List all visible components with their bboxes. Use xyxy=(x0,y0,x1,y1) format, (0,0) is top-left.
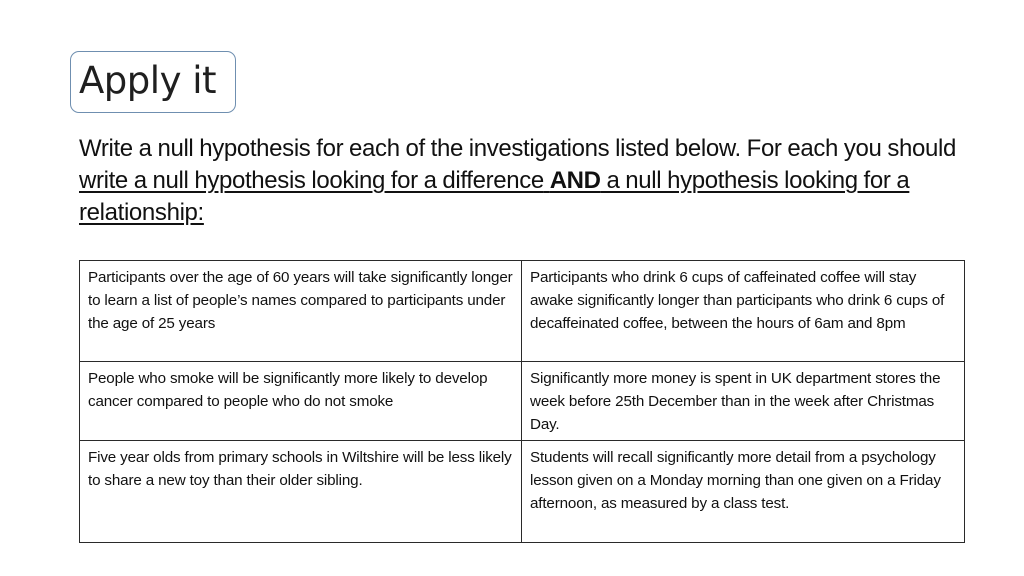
instructions-text xyxy=(79,133,959,229)
slide-title: Apply it xyxy=(79,59,217,102)
table-cell: Participants over the age of 60 years will take significantly longer to learn a list of people’s names compared to participants under the age of 25 years xyxy=(80,261,522,362)
table-row xyxy=(80,362,965,441)
table-cell: Significantly more money is spent in UK department stores the week before 25th December than in the week after Christmas Day. xyxy=(522,362,965,441)
table-cell: Five year olds from primary schools in Wiltshire will be less likely to share a new toy than their older sibling. xyxy=(80,441,522,543)
table-cell: Students will recall significantly more detail from a psychology lesson given on a Monday morning than one given on a Friday afternoon, as measured by a class test. xyxy=(522,441,965,543)
instructions-difference: write a null hypothesis looking for a difference xyxy=(79,167,544,194)
instructions-underlined xyxy=(79,167,909,226)
table-row xyxy=(80,441,965,543)
instructions-part-1: Write a null hypothesis for each of the investigations listed below. For each you should xyxy=(79,135,956,162)
investigations-table xyxy=(79,260,965,543)
table-row xyxy=(80,261,965,362)
table-cell: People who smoke will be significantly more likely to develop cancer compared to people who do not smoke xyxy=(80,362,522,441)
table-cell: Participants who drink 6 cups of caffeinated coffee will stay awake significantly longer than participants who drink 6 cups of decaffeinated coffee, between the hours of 6am and 8pm xyxy=(522,261,965,362)
instructions-relationship: a null hypothesis looking for a relationship: xyxy=(79,167,910,226)
instructions-and: AND xyxy=(549,167,601,194)
